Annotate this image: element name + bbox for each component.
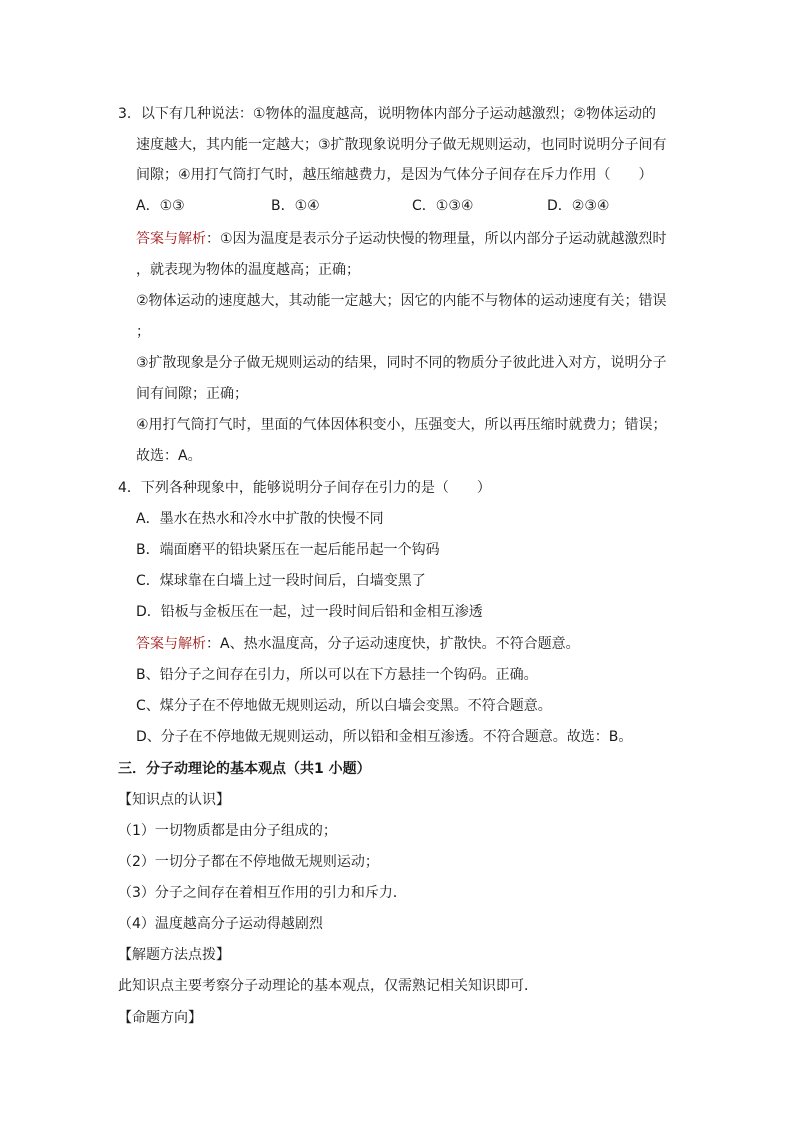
q3-option-a: A．①③ — [136, 198, 185, 214]
q3-analysis-line-6: 间有间隙；正确； — [136, 386, 248, 402]
q3-analysis-line-1 — [136, 229, 667, 249]
q3-answer-label: 答案与解析 — [136, 231, 206, 247]
q4-analysis-line-4: D、分子在不停地做无规则运动，所以铅和金相互渗透。不符合题意。故选：B。 — [136, 729, 633, 745]
q3-analysis-line-5: ③扩散现象是分子做无规则运动的结果，同时不同的物质分子彼此进入对方，说明分子 — [136, 355, 667, 371]
knowledge-item-1: （1）一切物质都是由分子组成的； — [118, 823, 337, 839]
q4-analysis-text-1: ：A、热水温度高，分子运动速度快，扩散快。不符合题意。 — [206, 636, 580, 652]
knowledge-heading: 【知识点的认识】 — [118, 792, 230, 808]
q3-analysis-line-4: ； — [136, 324, 150, 340]
section-3-heading: 三．分子动理论的基本观点（共1 小题） — [118, 761, 371, 777]
q3-analysis-line-2: ，就表现为物体的温度越高；正确； — [136, 262, 360, 278]
q3-option-b: B．①④ — [271, 198, 320, 214]
q3-analysis-line-7: ④用打气筒打气时，里面的气体因体积变小，压强变大，所以再压缩时就费力；错误； — [136, 417, 667, 433]
q3-analysis-text-1: ：①因为温度是表示分子运动快慢的物理量，所以内部分子运动就越激烈时 — [206, 231, 667, 247]
q4-answer-label: 答案与解析 — [136, 636, 206, 652]
q3-stem-line-2: 速度越大，其内能一定越大；③扩散现象说明分子做无规则运动，也同时说明分子间有 — [136, 137, 667, 153]
q4-analysis-line-3: C、煤分子在不停地做无规则运动，所以白墙会变黑。不符合题意。 — [136, 698, 552, 714]
knowledge-item-2: （2）一切分子都在不停地做无规则运动； — [118, 854, 379, 870]
q4-option-d: D．铅板与金板压在一起，过一段时间后铅和金相互渗透 — [136, 604, 483, 620]
q4-analysis-line-2: B、铅分子之间存在引力，所以可以在下方悬挂一个钩码。正确。 — [136, 667, 538, 683]
knowledge-item-3: （3）分子之间存在着相互作用的引力和斥力． — [118, 885, 407, 901]
q3-stem-line-3: 间隙；④用打气筒打气时，越压缩越费力，是因为气体分子间存在斥力作用（ ） — [136, 167, 653, 183]
method-heading: 【解题方法点拨】 — [118, 947, 230, 963]
q4-analysis-line-1 — [136, 634, 580, 654]
q4-option-c: C．煤球靠在白墙上过一段时间后，白墙变黑了 — [136, 573, 426, 589]
direction-heading: 【命题方向】 — [118, 1010, 202, 1026]
q4-stem: 4．下列各种现象中，能够说明分子间存在引力的是（ ） — [118, 480, 491, 496]
q4-option-b: B．端面磨平的铅块紧压在一起后能吊起一个钩码 — [136, 542, 440, 558]
q4-option-a: A．墨水在热水和冷水中扩散的快慢不同 — [136, 511, 384, 527]
method-text: 此知识点主要考察分子动理论的基本观点，仅需熟记相关知识即可． — [118, 978, 538, 994]
q3-analysis-line-3: ②物体运动的速度越大，其动能一定越大；因它的内能不与物体的运动速度有关；错误 — [136, 293, 667, 309]
q3-stem-line-1: 3．以下有几种说法：①物体的温度越高，说明物体内部分子运动越激烈；②物体运动的 — [118, 106, 657, 122]
q3-option-c: C．①③④ — [412, 198, 474, 214]
q3-option-d: D．②③④ — [547, 198, 610, 214]
q3-analysis-line-8: 故选：A。 — [136, 448, 202, 464]
knowledge-item-4: （4）温度越高分子运动得越剧烈 — [118, 916, 323, 932]
